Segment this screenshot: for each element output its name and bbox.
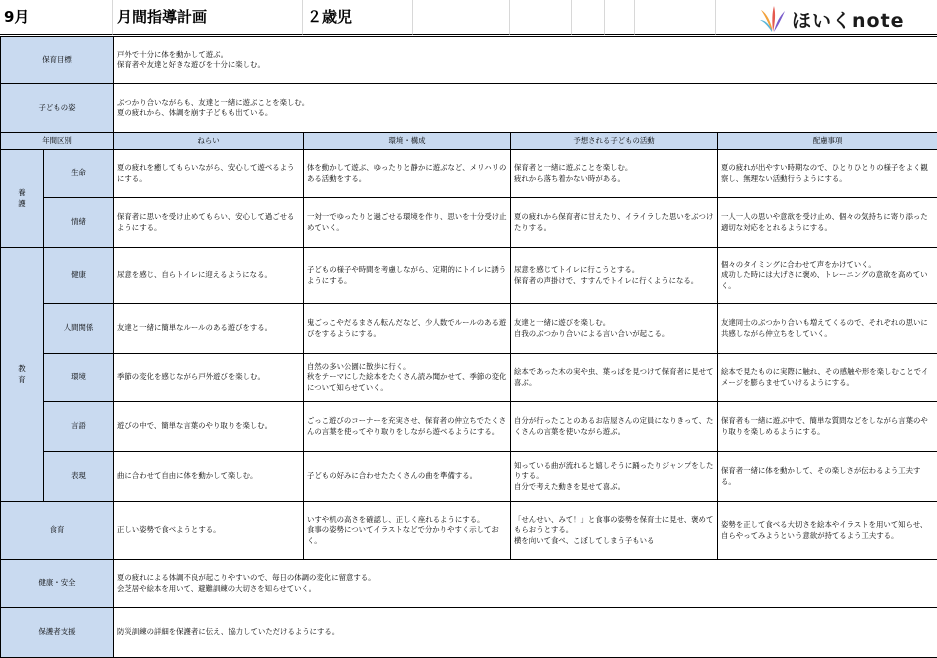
table-row	[1, 304, 937, 354]
environment-cell: 子どもの好みに合わせたたくさんの曲を準備する。	[304, 452, 511, 502]
blank-cell	[510, 0, 572, 35]
table-row	[1, 248, 937, 304]
aim-cell: 季節の変化を感じながら戸外遊びを楽しむ。	[114, 354, 304, 402]
health-safety-label: 健康・安全	[1, 560, 114, 608]
environment-cell: 鬼ごっこやだるまさん転んだなど、少人数でルールのある遊びをするようにする。	[304, 304, 511, 354]
activity-cell: 保育者と一緒に遊ぶことを楽しむ。 疲れから落ち着かない時がある。	[511, 150, 718, 198]
food-row	[1, 502, 937, 560]
age-cell	[303, 0, 413, 35]
child-state-label: 子どもの姿	[1, 84, 114, 133]
health-safety-text: 夏の疲れによる体調不良が起こりやすいので、毎日の体調の変化に留意する。 会芝居や絵本を用いて、避難訓練の大切さを知らせていく。	[114, 560, 937, 608]
brand-logo	[760, 4, 930, 34]
row-label: 環境	[44, 354, 114, 402]
activity-cell: 夏の疲れから保育者に甘えたり、イライラした思いをぶつけたりする。	[511, 198, 718, 248]
column-header-row	[1, 133, 937, 150]
row-label: 情緒	[44, 198, 114, 248]
activity-cell: 知っている曲が流れると嬉しそうに踊ったりジャンプをしたりする。 自分で考えた動きを見せて喜ぶ。	[511, 452, 718, 502]
aim-cell: 遊びの中で、簡単な言葉のやり取りを楽しむ。	[114, 402, 304, 452]
goal-row	[1, 37, 937, 84]
aim-cell: 保育者に思いを受け止めてもらい、安心して過ごせるようにする。	[114, 198, 304, 248]
month-cell	[0, 0, 113, 35]
row-label: 表現	[44, 452, 114, 502]
care-cell: 友達同士のぶつかり合いも増えてくるので、それぞれの思いに共感しながら仲立ちをしていく。	[718, 304, 937, 354]
goal-text: 戸外で十分に体を動かして遊ぶ。 保育者や友達と好きな遊びを十分に楽しむ。	[114, 37, 937, 84]
aim-cell: 友達と一緒に簡単なルールのある遊びをする。	[114, 304, 304, 354]
month: 9月	[4, 8, 30, 26]
blank-cell	[605, 0, 635, 35]
environment-cell: 体を動かして遊ぶ、ゆったりと静かに遊ぶなど、メリハリのある活動をする。	[304, 150, 511, 198]
environment-cell: 子どもの様子や時間を考慮しながら、定期的にトイレに誘うようにする。	[304, 248, 511, 304]
yogo-group-label: 養 護	[1, 150, 44, 248]
kyoiku-group-label: 教 育	[1, 248, 44, 502]
goal-label: 保育目標	[1, 37, 114, 84]
activity-cell: 友達と一緒に遊びを楽しむ。 自我のぶつかり合いによる言い合いが起こる。	[511, 304, 718, 354]
parent-support-label: 保護者支援	[1, 608, 114, 658]
child-state-text: ぶつかり合いながらも、友達と一緒に遊ぶことを楽しむ。 夏の疲れから、体調を崩す子どもも出ている。	[114, 84, 937, 133]
aim-cell: 尿意を感じ、自らトイレに迎えるようになる。	[114, 248, 304, 304]
aim-cell: 正しい姿勢で食べようとする。	[114, 502, 304, 560]
aim-header: ねらい	[114, 133, 304, 150]
plan-title: 月間指導計画	[117, 8, 208, 26]
environment-header: 環境・構成	[304, 133, 511, 150]
leaf-logo-icon	[760, 4, 786, 34]
table-row	[1, 402, 937, 452]
logo-text: ほいくnote	[792, 9, 905, 32]
activity-cell: 絵本であった木の実や虫、葉っぱを見つけて保育者に見せて喜ぶ。	[511, 354, 718, 402]
aim-cell: 曲に合わせて自由に体を動かして楽しむ。	[114, 452, 304, 502]
blank-cell	[413, 0, 510, 35]
aim-cell: 夏の疲れを癒してもらいながら、安心して遊べるようにする。	[114, 150, 304, 198]
row-label: 健康	[44, 248, 114, 304]
child-state-row	[1, 84, 937, 133]
plan-header	[0, 0, 937, 36]
activity-cell: 尿意を感じてトイレに行こうとする。 保育者の声掛けで、すすんでトイレに行くようになる。	[511, 248, 718, 304]
title-cell	[113, 0, 303, 35]
table-row	[1, 198, 937, 248]
care-cell: 夏の疲れが出やすい時期なので、ひとりひとりの様子をよく観察し、無理ない活動行うようにする。	[718, 150, 937, 198]
care-cell: 一人一人の思いや意欲を受け止め、個々の気持ちに寄り添った適切な対応をとれるようにする。	[718, 198, 937, 248]
care-cell: 絵本で見たものに実際に触れ、その感触や形を楽しむことでイメージを膨らませていけるようにする。	[718, 354, 937, 402]
environment-cell: いすや机の高さを確認し、正しく座れるようにする。 食事の姿勢についてイラストなどで分かりやすく示しておく。	[304, 502, 511, 560]
plan-table	[0, 36, 937, 658]
health-safety-row	[1, 560, 937, 608]
activity-header: 予想される子どもの活動	[511, 133, 718, 150]
table-row	[1, 150, 937, 198]
environment-cell: 自然の多い公園に散歩に行く。 秋をテーマにした絵本をたくさん読み聞かせて、季節の変化について知らせていく。	[304, 354, 511, 402]
care-header: 配慮事項	[718, 133, 937, 150]
table-row	[1, 354, 937, 402]
activity-cell: 自分が行ったことのあるお店屋さんの定員になりきって、たくさんの言葉を使いながら遊ぶ。	[511, 402, 718, 452]
period-header: 年間区別	[1, 133, 114, 150]
parent-support-row	[1, 608, 937, 658]
care-cell: 保育者一緒に体を動かして、その楽しさが伝わるよう工夫する。	[718, 452, 937, 502]
environment-cell: 一対一でゆったりと過ごせる環境を作り、思いを十分受け止めていく。	[304, 198, 511, 248]
environment-cell: ごっこ遊びのコーナーを充実させ、保育者の仲立ちでたくさんの言葉を使ってやり取りをしながら遊べるようにする。	[304, 402, 511, 452]
care-cell: 個々のタイミングに合わせて声をかけていく。 成功した時には大げさに褒め、トレーニングの意欲を高めていく。	[718, 248, 937, 304]
table-row	[1, 452, 937, 502]
activity-cell: 「せんせい、みて！」と食事の姿勢を保育士に見せ、褒めてもらおうとする。 横を向いて食べ、こぼしてしまう子もいる	[511, 502, 718, 560]
blank-cell	[635, 0, 716, 35]
age-group: ２歳児	[307, 8, 353, 26]
row-label: 人間関係	[44, 304, 114, 354]
care-cell: 姿勢を正して食べる大切さを絵本やイラストを用いて知らせ、自らやってみようという意欲が持てるよう工夫する。	[718, 502, 937, 560]
row-label: 言語	[44, 402, 114, 452]
blank-cell	[572, 0, 605, 35]
food-label: 食育	[1, 502, 114, 560]
care-cell: 保育者も一緒に遊ぶ中で、簡単な質問などをしながら言葉のやり取りを楽しめるようにする。	[718, 402, 937, 452]
parent-support-text: 防災訓練の詳細を保護者に伝え、協力していただけるようにする。	[114, 608, 937, 658]
row-label: 生命	[44, 150, 114, 198]
